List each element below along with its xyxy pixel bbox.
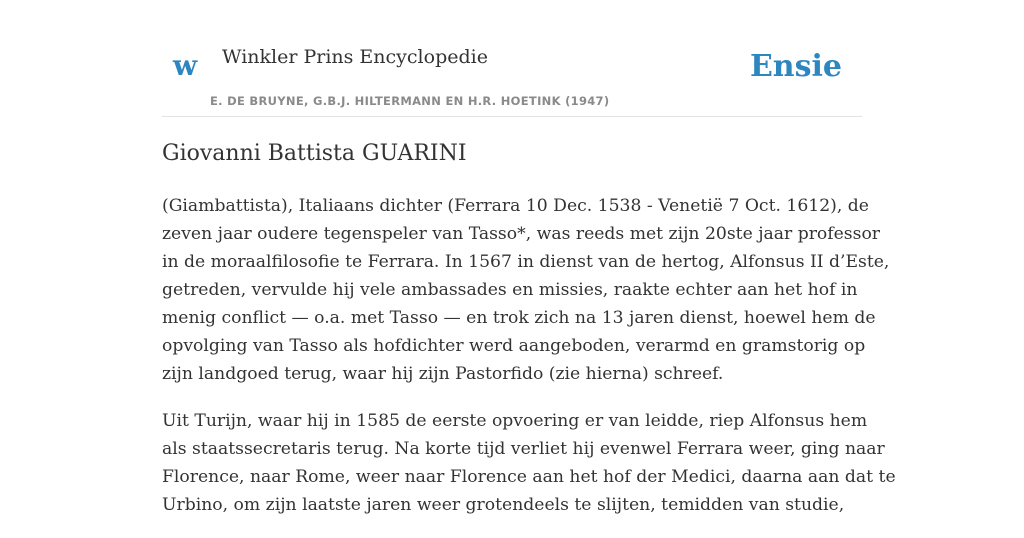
text-line: zijn landgoed terug, waar hij zijn Pastorfido (zie hierna) schreef. [162, 364, 724, 384]
site-header [162, 0, 862, 117]
text-line: als staatssecretaris terug. Na korte tijd verliet hij evenwel Ferrara weer, ging naar [162, 439, 885, 459]
text-line: Uit Turijn, waar hij in 1585 de eerste opvoering er van leidde, riep Alfonsus hem [162, 411, 868, 431]
text-line: (Giambattista), Italiaans dichter (Ferrara 10 Dec. 1538 - Venetië 7 Oct. 1612), de [162, 196, 869, 216]
text-line: getreden, vervulde hij vele ambassades en missies, raakte echter aan het hof in [162, 280, 858, 300]
text-line: menig conflict — o.a. met Tasso — en trok zich na 13 jaren dienst, hoewel hem de [162, 308, 876, 328]
paragraph-2 [162, 407, 896, 519]
text-line: opvolging van Tasso als hofdichter werd aangeboden, verarmd en gramstorig op [162, 336, 866, 356]
site-title[interactable]: Winkler Prins Encyclopedie [222, 46, 488, 68]
authors-credit: E. DE BRUYNE, G.B.J. HILTERMANN EN H.R. HOETINK (1947) [210, 94, 610, 108]
winkler-prins-logo-icon[interactable]: w [173, 49, 198, 82]
ensie-brand-link[interactable]: Ensie [749, 49, 842, 84]
text-line: Florence, naar Rome, weer naar Florence aan het hof der Medici, daarna aan dat te [162, 467, 896, 487]
paragraph-1 [162, 192, 890, 388]
text-line: in de moraalfilosofie te Ferrara. In 1567 in dienst van de hertog, Alfonsus II d’Este, [162, 252, 890, 272]
article-body [162, 192, 896, 538]
text-line: Urbino, om zijn laatste jaren weer grotendeels te slijten, temidden van studie, [162, 495, 845, 515]
article-title: Giovanni Battista GUARINI [162, 141, 467, 166]
text-line: zeven jaar oudere tegenspeler van Tasso*, was reeds met zijn 20ste jaar professor [162, 224, 881, 244]
page [162, 0, 896, 515]
